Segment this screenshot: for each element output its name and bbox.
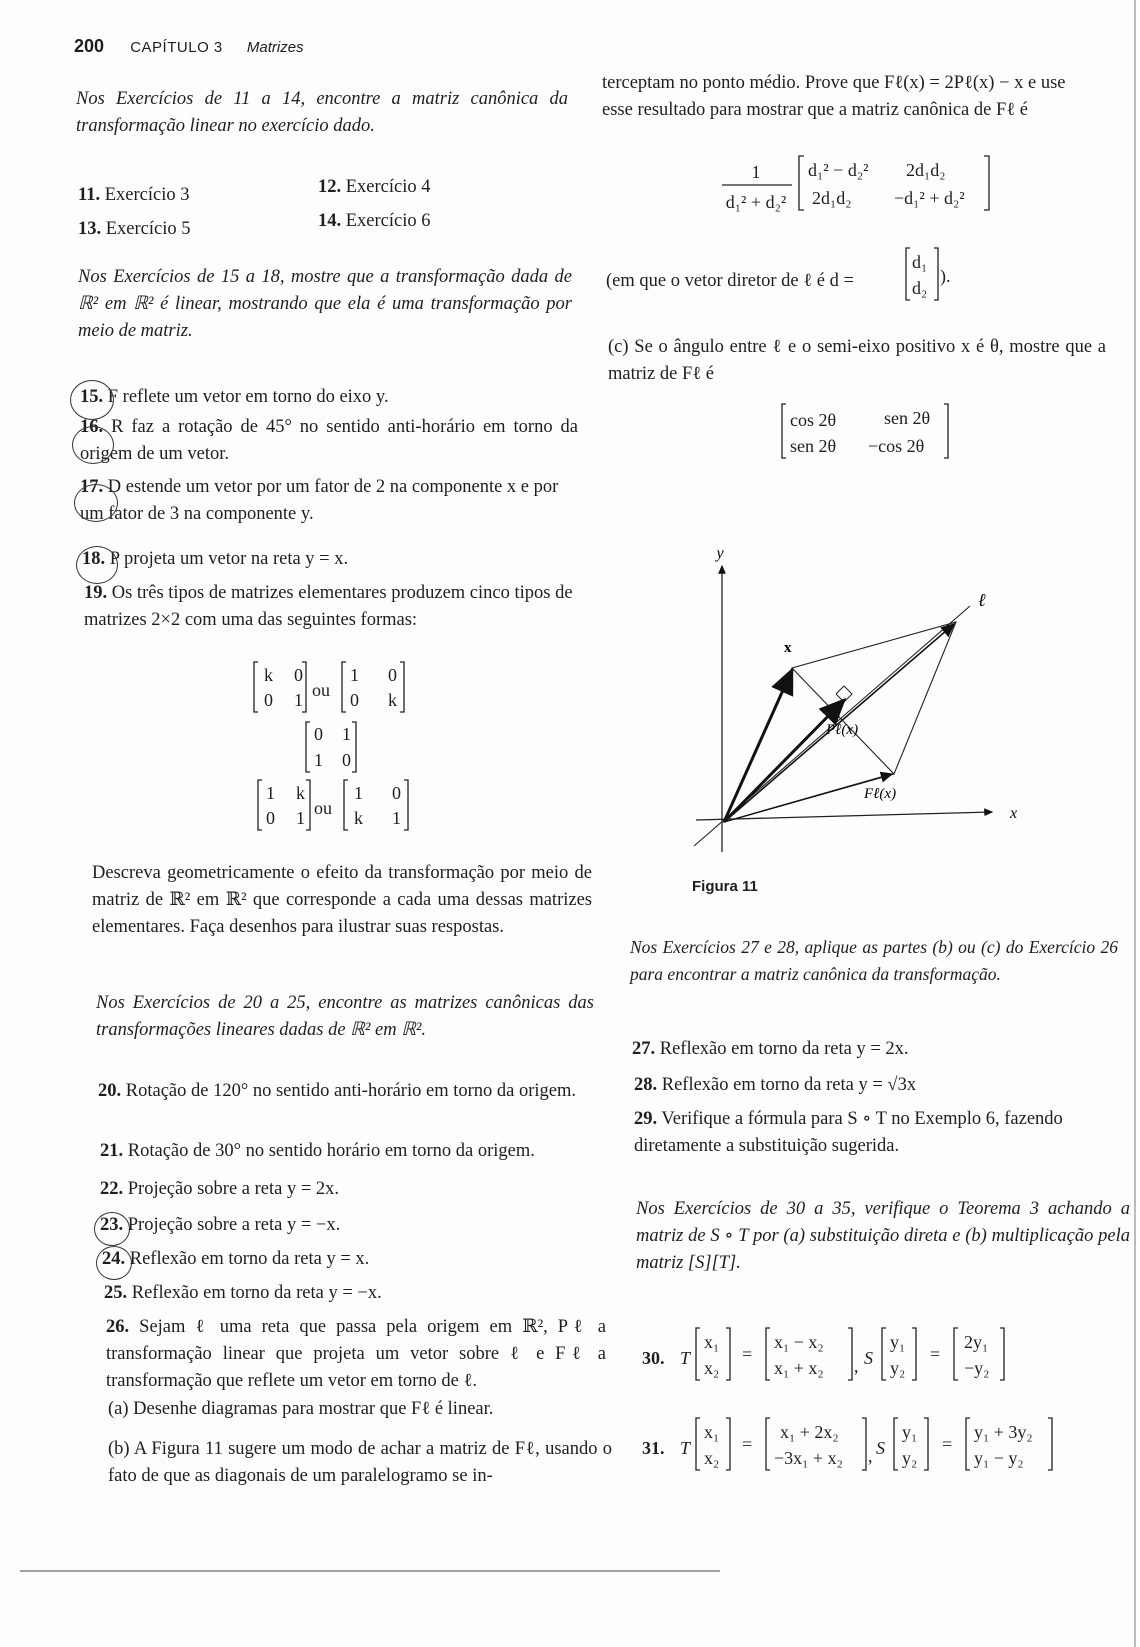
figure-11-diagram [680,540,1040,860]
matrix-entry: k [354,808,363,828]
exercise-28: 28. Reflexão em torno da reta y = √3x [634,1075,917,1095]
x-axis [696,812,992,820]
exercise-22: 22. Projeção sobre a reta y = 2x. [100,1179,340,1199]
chapter-label: CAPÍTULO 3 [130,39,223,56]
reflection-matrix-formula [722,148,1002,220]
matrix-entry: x₁ [704,1422,720,1442]
reflection-label: Fℓ(x) [864,786,897,802]
exercise-26c: (c) Se o ângulo entre ℓ e o semi-eixo positivo x é θ, mostre que a matriz de Fℓ é [608,337,1106,384]
exercise-23: 23. Projeção sobre a reta y = −x. [100,1215,341,1235]
comma: , [854,1356,859,1376]
matrix-entry: x₁ + 2x₂ [780,1422,839,1442]
exercise-13: 13. Exercício 5 [78,219,191,239]
matrix-entry: 0 [388,665,397,685]
figure-caption: Figura 11 [692,878,758,895]
matrix-entry: d₂ [912,278,928,298]
exercise-17: 17. D estende um vetor por um fator de 2 na componente x e por um fator de 3 na componente y. [80,477,559,524]
matrix-entry: −d₁² + d₂² [894,188,965,208]
matrix-entry: 1 [350,665,359,685]
line-ell-label: ℓ [978,590,986,610]
exercise-26b: (b) A Figura 11 sugere um modo de achar a matriz de Fℓ, usando o fato de que as diagonais de um paralelogramo se in- [108,1439,612,1486]
elementary-matrices [250,656,420,836]
equals: = [742,1434,753,1454]
exercise-24: 24. Reflexão em torno da reta y = x. [102,1249,370,1269]
matrix-entry: y₂ [902,1448,918,1468]
matrix-entry: k [264,665,273,685]
matrix-entry: −3x₁ + x₂ [774,1448,843,1468]
intro-ex-20-25: Nos Exercícios de 20 a 25, encontre as matrizes canônicas das transformações lineares dadas de ℝ² em ℝ². [96,993,594,1040]
matrix-entry: 1 [314,750,323,770]
matrix-entry: d₁ [912,252,928,272]
handwritten-circle [74,484,118,522]
matrix-entry: y₁ [890,1332,906,1352]
handwritten-circle [70,380,114,420]
exercise-27: 27. Reflexão em torno da reta y = 2x. [632,1039,909,1059]
equals: = [930,1344,941,1364]
exercise-number: 31. [642,1438,665,1458]
ou-word: ou [314,798,332,818]
matrix-entry: 2y₁ [964,1332,989,1352]
matrix-entry: 1 [266,783,275,803]
intro-ex-30-35: Nos Exercícios de 30 a 35, verifique o Teorema 3 achando a matriz de S ∘ T por (a) substituição direta e (b) multiplicação pela matriz [S][T]. [636,1199,1130,1273]
matrix-entry: 1 [296,808,305,828]
equals: = [742,1344,753,1364]
direction-vector-text: (em que o vetor diretor de ℓ é d = [606,271,854,291]
chapter-title: Matrizes [246,39,304,56]
diagonal [792,668,894,774]
running-header [74,36,304,57]
direction-vector [904,246,964,306]
page-number: 200 [74,36,105,56]
equals: = [942,1434,953,1454]
vector-projection [724,700,844,822]
exercise-12: 12. Exercício 4 [318,177,431,197]
exercise-number: 30. [642,1348,665,1368]
closing-paren: ). [940,266,951,286]
right-angle-mark [836,686,852,702]
matrix-entry: y₁ − y₂ [974,1448,1024,1468]
fraction-denominator: d₁² + d₂² [725,192,787,212]
exercise-31 [640,1404,1120,1484]
matrix-entry: k [388,690,397,710]
vector-x-label: x [784,640,792,656]
matrix-entry: 2d₁d₂ [906,160,946,180]
exercise-19-description: Descreva geometricamente o efeito da transformação por meio de matriz de ℝ² em ℝ² que corresponde a cada uma dessas matrizes elementares. Faça desenhos para ilustrar suas respostas. [92,863,592,937]
matrix-entry: x₁ [704,1332,720,1352]
matrix-entry: 1 [392,808,401,828]
matrix-entry: 0 [350,690,359,710]
exercise-29: 29. Verifique a fórmula para S ∘ T no Exemplo 6, fazendo diretamente a substituição sugerida. [634,1109,1063,1156]
exercise-14: 14. Exercício 6 [318,211,431,231]
matrix-entry: x₁ + x₂ [774,1358,824,1378]
angle-reflection-matrix [780,400,960,464]
matrix-entry: cos 2θ [790,410,837,430]
matrix-entry: y₂ [890,1358,906,1378]
matrix-entry: 0 [314,724,323,744]
exercise-26a: (a) Desenhe diagramas para mostrar que Fℓ é linear. [108,1399,494,1419]
map-S: S [876,1438,885,1458]
matrix-entry: sen 2θ [884,408,931,428]
y-axis-label: y [716,545,724,562]
matrix-entry: 0 [264,690,273,710]
exercise-30 [640,1314,1120,1394]
map-S: S [864,1348,873,1368]
matrix-entry: x₁ − x₂ [774,1332,824,1352]
exercise-18: 18. P projeta um vetor na reta y = x. [82,549,349,569]
matrix-entry: 0 [342,750,351,770]
map-T: T [680,1348,691,1368]
vector-x [724,670,792,822]
exercise-25: 25. Reflexão em torno da reta y = −x. [104,1283,382,1303]
handwritten-circle [76,546,118,584]
matrix-entry: 0 [294,665,303,685]
scan-edge-line [1134,0,1136,1647]
exercise-26b-continued: terceptam no ponto médio. Prove que Fℓ(x) = 2Pℓ(x) − x e use esse resultado para mostrar que a matriz canônica de Fℓ é [602,73,1066,120]
matrix-entry: −cos 2θ [868,436,925,456]
matrix-entry: 0 [392,783,401,803]
x-axis-label: x [1010,805,1018,822]
matrix-entry: k [296,783,305,803]
handwritten-circle [72,426,114,464]
matrix-entry: y₁ [902,1422,918,1442]
matrix-entry: x₂ [704,1358,720,1378]
map-T: T [680,1438,691,1458]
matrix-entry: y₁ + 3y₂ [974,1422,1033,1442]
exercise-26: 26. Sejam ℓ uma reta que passa pela origem em ℝ², Pℓ a transformação linear que projeta um vetor sobre ℓ e Fℓ a transformação que reflete um vetor em torno de ℓ. [106,1317,607,1391]
scan-edge-line [20,1570,720,1572]
intro-ex-15-18: Nos Exercícios de 15 a 18, mostre que a transformação dada de ℝ² em ℝ² é linear, mostrando que ela é uma transformação por meio de matriz. [78,267,572,341]
fraction-numerator: 1 [751,162,761,182]
matrix-entry: 1 [342,724,351,744]
exercise-19: 19. Os três tipos de matrizes elementares produzem cinco tipos de matrizes 2×2 com uma das seguintes formas: [84,583,573,630]
matrix-entry: x₂ [704,1448,720,1468]
matrix-entry: 2d₁d₂ [812,188,852,208]
exercise-21: 21. Rotação de 30° no sentido horário em torno da origem. [100,1141,535,1161]
exercise-20: 20. Rotação de 120° no sentido anti-horário em torno da origem. [98,1081,577,1101]
comma: , [868,1446,873,1466]
exercise-11: 11. Exercício 3 [78,185,190,205]
intro-ex-11-14: Nos Exercícios de 11 a 14, encontre a matriz canônica da transformação linear no exercício dado. [76,89,568,136]
exercise-16: 16. R faz a rotação de 45° no sentido anti-horário em torno da origem de um vetor. [80,417,578,464]
matrix-entry: sen 2θ [790,436,837,456]
exercise-15: 15. F reflete um vetor em torno do eixo y. [80,387,389,407]
projection-label: Pℓ(x) [826,722,859,738]
matrix-entry: d₁² − d₂² [808,160,869,180]
ou-word: ou [312,680,330,700]
matrix-entry: 1 [294,690,303,710]
intro-ex-27-28: Nos Exercícios 27 e 28, aplique as partes (b) ou (c) do Exercício 26 para encontrar a matriz canônica da transformação. [630,937,1118,984]
matrix-entry: −y₂ [964,1358,990,1378]
matrix-entry: 0 [266,808,275,828]
matrix-entry: 1 [354,783,363,803]
